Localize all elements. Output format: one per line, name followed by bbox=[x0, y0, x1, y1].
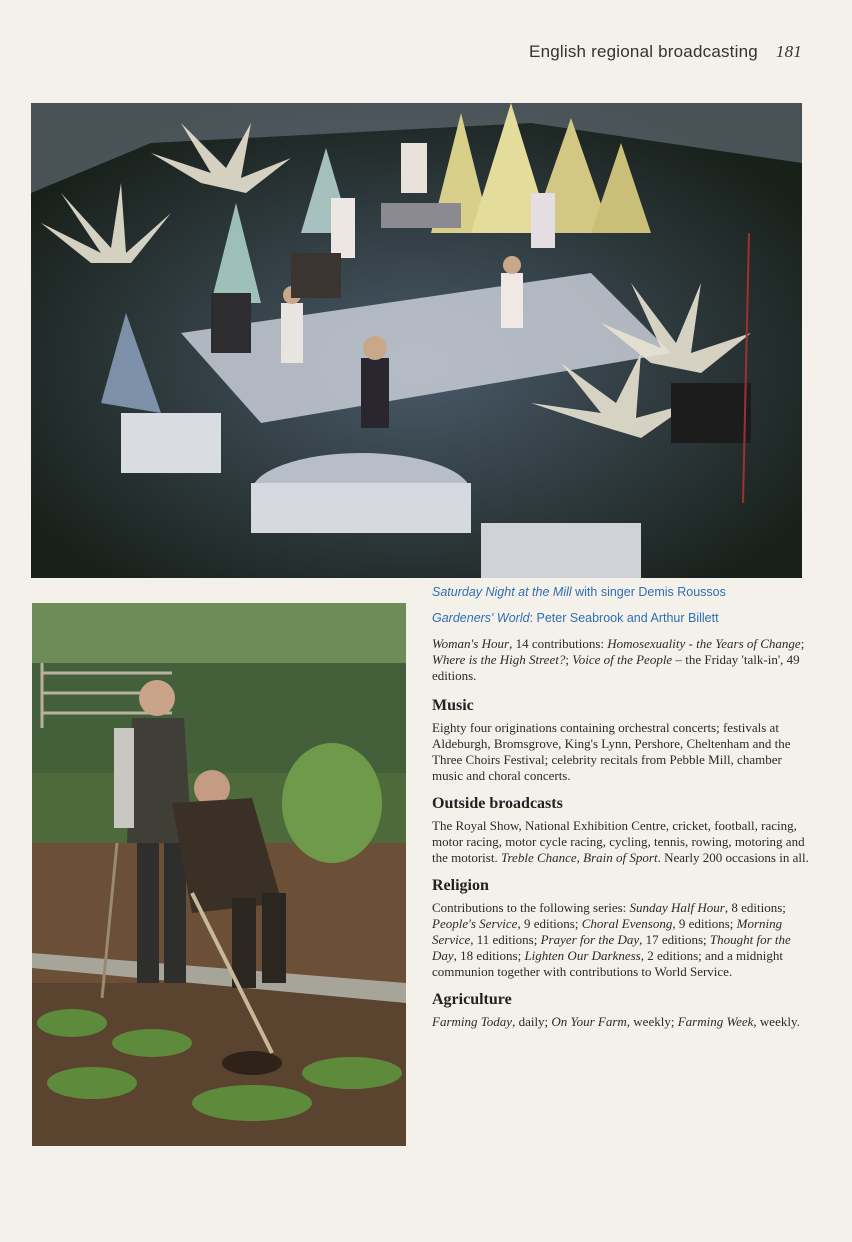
agriculture-heading: Agriculture bbox=[432, 991, 512, 1008]
running-head bbox=[529, 42, 802, 62]
intro-t1: Woman's Hour bbox=[432, 636, 510, 651]
studio-stage-photo bbox=[31, 103, 802, 578]
rel-t8: Morning Service bbox=[432, 916, 783, 947]
rel-t14: Lighten Our Darkness bbox=[524, 948, 641, 963]
page-number: 181 bbox=[775, 42, 802, 61]
agr-t1: Farming Today bbox=[432, 1014, 513, 1029]
caption-garden-rest: : Peter Seabrook and Arthur Billett bbox=[529, 611, 719, 625]
intro-t5: Where is the High Street? bbox=[432, 652, 566, 667]
ob-t5: . Nearly 200 occasions in all. bbox=[657, 850, 809, 865]
running-head-title: English regional broadcasting bbox=[529, 42, 758, 61]
rel-t11: , 17 editions; bbox=[639, 932, 710, 947]
rel-t9: , 11 editions; bbox=[470, 932, 541, 947]
caption-top-rest: with singer Demis Roussos bbox=[571, 585, 726, 599]
rel-t15: , 2 editions; and a midnight communion together with contributions to World Service. bbox=[432, 948, 783, 979]
agr-t2: , daily; bbox=[512, 1014, 552, 1029]
rel-t6: Choral Evensong bbox=[581, 916, 673, 931]
studio-stage-icon bbox=[31, 103, 802, 578]
text-column bbox=[432, 584, 812, 1036]
religion-body bbox=[432, 900, 812, 980]
rel-t3: , 8 editions; bbox=[724, 900, 786, 915]
music-heading: Music bbox=[432, 697, 474, 714]
intro-t7: Voice of the People bbox=[572, 652, 673, 667]
caption-garden-photo bbox=[432, 610, 812, 626]
caption-top-photo bbox=[432, 584, 812, 600]
ob-t3: , bbox=[576, 850, 584, 865]
rel-t1: Contributions to the following series: bbox=[432, 900, 630, 915]
intro-t8: – the Friday 'talk-in', 49 editions. bbox=[432, 652, 800, 683]
ob-t2: Treble Chance bbox=[500, 850, 577, 865]
agr-t5: Farming Week bbox=[677, 1014, 754, 1029]
agriculture-body bbox=[432, 1014, 812, 1030]
garden-scene-icon bbox=[32, 603, 406, 1146]
caption-top-title: Saturday Night at the Mill bbox=[432, 585, 572, 599]
rel-t5: , 9 editions; bbox=[517, 916, 582, 931]
intro-t6: ; bbox=[565, 652, 573, 667]
rel-t10: Prayer for the Day bbox=[540, 932, 640, 947]
garden-photo bbox=[32, 603, 406, 1146]
agr-t3: On Your Farm bbox=[551, 1014, 627, 1029]
rel-t12: Thought for the Day bbox=[432, 932, 791, 963]
intro-paragraph bbox=[432, 636, 812, 684]
intro-t2: , 14 contributions: bbox=[509, 636, 608, 651]
music-body: Eighty four originations containing orchestral concerts; festivals at Aldeburgh, Bromsgrove, King's Lynn, Pershore, Cheltenham and the Three Choirs Festival; celebrity recitals from Pebble Mill, chamber music and choral concerts. bbox=[432, 720, 791, 783]
caption-garden-title: Gardeners' World bbox=[432, 611, 530, 625]
rel-t13: , 18 editions; bbox=[453, 948, 525, 963]
ob-t4: Brain of Sport bbox=[583, 850, 658, 865]
religion-heading: Religion bbox=[432, 877, 489, 894]
outside-broadcasts-body bbox=[432, 818, 812, 866]
intro-t3: Homosexuality - the Years of Change bbox=[607, 636, 801, 651]
ob-t1: The Royal Show, National Exhibition Centre, cricket, football, racing, motor racing, motor cycle racing, cycling, tennis, rowing, motoring and the motorist. bbox=[432, 818, 805, 865]
outside-broadcasts-heading: Outside broadcasts bbox=[432, 795, 563, 812]
rel-t4: People's Service bbox=[432, 916, 518, 931]
agr-t4: , weekly; bbox=[626, 1014, 678, 1029]
intro-t4: ; bbox=[800, 636, 805, 651]
rel-t7: , 9 editions; bbox=[672, 916, 737, 931]
rel-t2: Sunday Half Hour bbox=[629, 900, 725, 915]
agr-t6: , weekly. bbox=[753, 1014, 800, 1029]
